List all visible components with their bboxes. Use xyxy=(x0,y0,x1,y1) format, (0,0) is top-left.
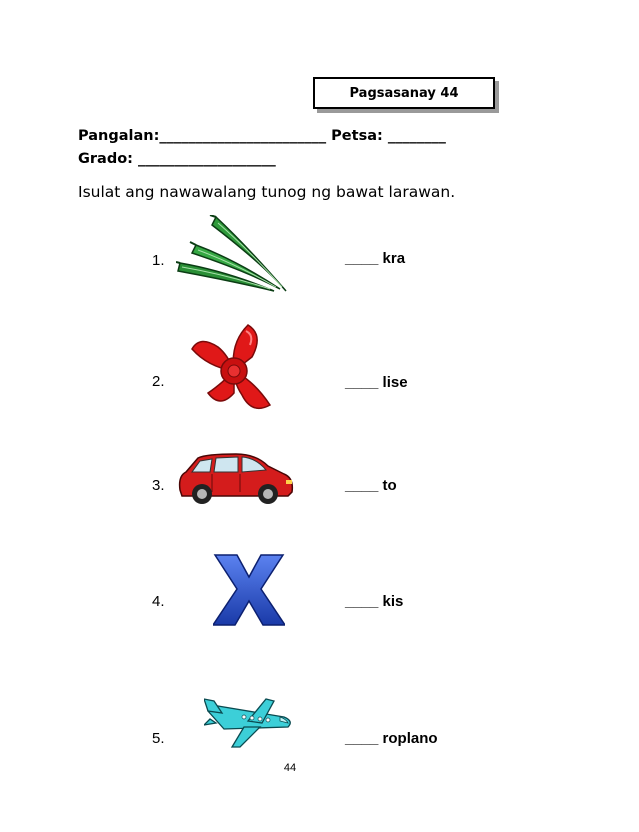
name-date-line: Pangalan:_______________________ Petsa: ________ xyxy=(78,128,446,144)
item-answer-3: ____ to xyxy=(345,477,397,494)
exercise-title-box xyxy=(313,77,495,109)
item-number-3: 3. xyxy=(152,477,165,494)
grade-line: Grado: ___________________ xyxy=(78,151,276,167)
item-number-4: 4. xyxy=(152,593,165,610)
propeller-icon xyxy=(190,323,276,411)
exercise-title: Pagsasanay 44 xyxy=(349,85,459,101)
item-answer-5: ____ roplano xyxy=(345,730,438,747)
okra-icon xyxy=(176,215,290,293)
item-answer-2: ____ lise xyxy=(345,374,408,391)
car-icon xyxy=(176,452,296,506)
letter-x-icon xyxy=(213,553,285,627)
item-number-2: 2. xyxy=(152,373,165,390)
instructions: Isulat ang nawawalang tunog ng bawat larawan. xyxy=(78,183,456,201)
item-answer-1: ____ kra xyxy=(345,250,406,267)
page-number: 44 xyxy=(283,762,297,774)
item-answer-4: ____ kis xyxy=(345,593,404,610)
airplane-icon xyxy=(204,697,294,749)
item-number-1: 1. xyxy=(152,252,165,269)
item-number-5: 5. xyxy=(152,730,165,747)
